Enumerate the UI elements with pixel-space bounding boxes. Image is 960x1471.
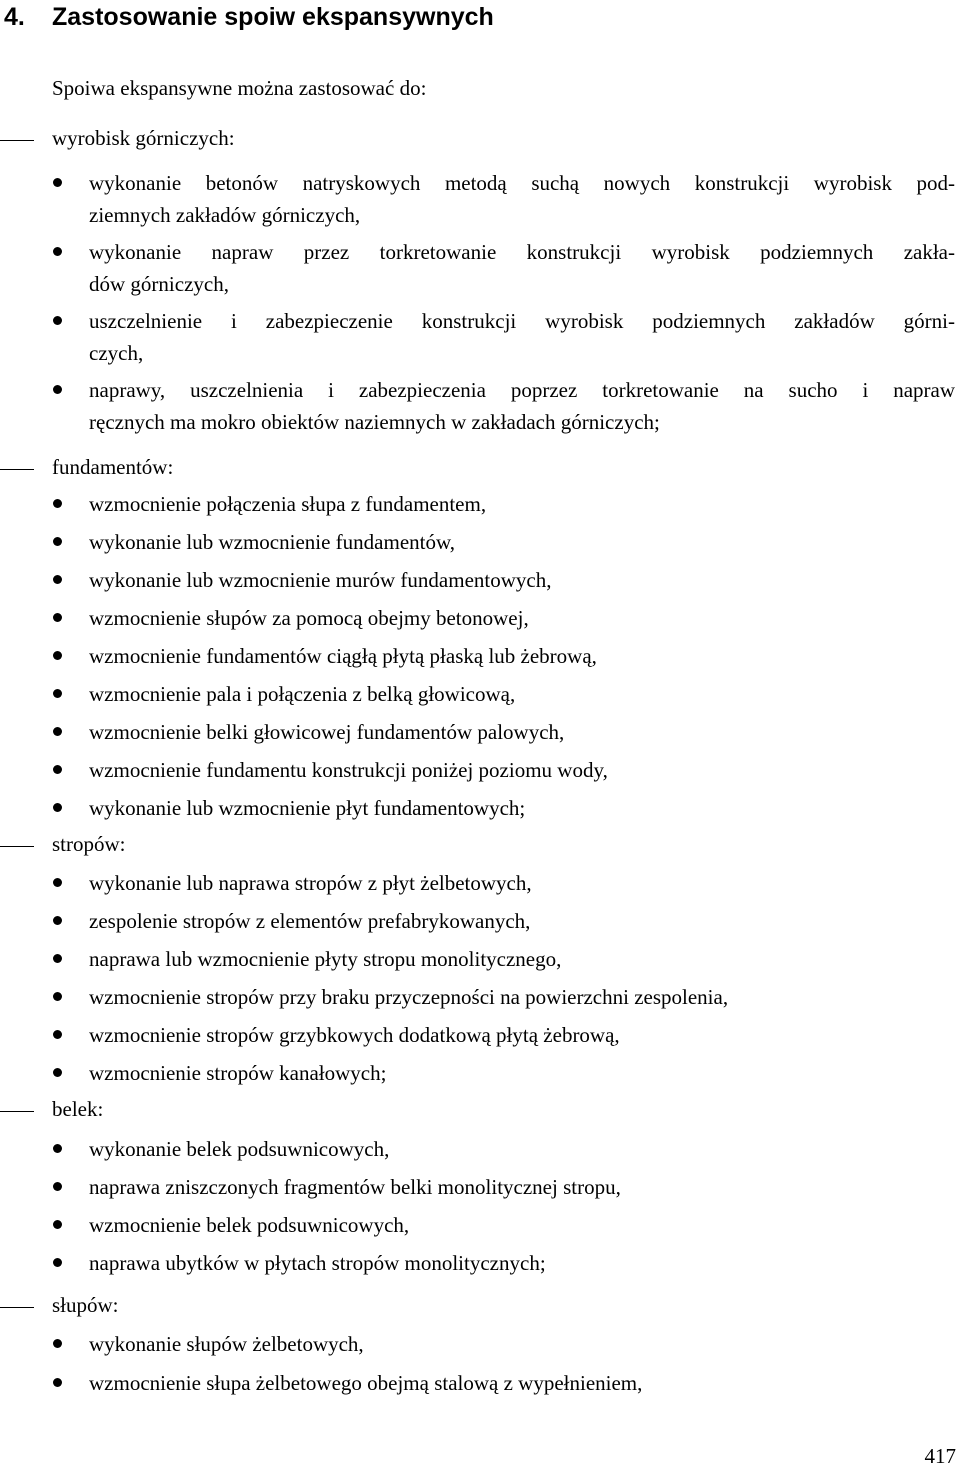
list-item-line: wzmocnienie słupa żelbetowego obejmą stalową z wypełnieniem, xyxy=(89,1371,643,1395)
section-title: Zastosowanie spoiw ekspansywnych xyxy=(52,3,494,31)
bullet-point-icon xyxy=(53,499,62,508)
list-item-line: ziemnych zakładów górniczych, xyxy=(89,203,361,227)
bullet-point-icon xyxy=(53,878,62,887)
category-label: stropów: xyxy=(52,832,126,856)
category-label: belek: xyxy=(52,1097,104,1121)
bullet-point-icon xyxy=(53,992,62,1001)
list-item-line: uszczelnienie i zabezpieczenie konstrukcji wyrobisk podziemnych zakładów górni- xyxy=(89,309,955,333)
list-item-line: wykonanie belek podsuwnicowych, xyxy=(89,1137,390,1161)
bullet-point-icon xyxy=(53,765,62,774)
bullet-point-icon xyxy=(53,727,62,736)
list-item-line: wzmocnienie belek podsuwnicowych, xyxy=(89,1213,410,1237)
list-item-line: naprawy, uszczelnienia i zabezpieczenia poprzez torkretowanie na sucho i napraw xyxy=(89,378,955,402)
list-item-line: wzmocnienie stropów grzybkowych dodatkową płytą żebrową, xyxy=(89,1023,620,1047)
bullet-point-icon xyxy=(53,916,62,925)
list-item-line: czych, xyxy=(89,341,144,365)
bullet-point-icon xyxy=(53,1378,62,1387)
list-item-line: wykonanie betonów natryskowych metodą suchą nowych konstrukcji wyrobisk pod- xyxy=(89,171,955,195)
intro-paragraph: Spoiwa ekspansywne można zastosować do: xyxy=(52,76,427,100)
list-item-line: wzmocnienie słupów za pomocą obejmy betonowej, xyxy=(89,606,529,630)
category-dash xyxy=(0,140,34,141)
bullet-point-icon xyxy=(53,651,62,660)
list-item-line: wzmocnienie stropów przy braku przyczepności na powierzchni zespolenia, xyxy=(89,985,729,1009)
bullet-point-icon xyxy=(53,537,62,546)
category-label: fundamentów: xyxy=(52,455,174,479)
bullet-point-icon xyxy=(53,247,62,256)
list-item-line: wzmocnienie fundamentów ciągłą płytą płaską lub żebrową, xyxy=(89,644,597,668)
bullet-point-icon xyxy=(53,178,62,187)
page-number: 417 xyxy=(924,1444,956,1468)
list-item-line: wzmocnienie pala i połączenia z belką głowicową, xyxy=(89,682,516,706)
bullet-point-icon xyxy=(53,954,62,963)
category-label: wyrobisk górniczych: xyxy=(52,126,235,150)
bullet-point-icon xyxy=(53,689,62,698)
category-dash xyxy=(0,846,34,847)
bullet-point-icon xyxy=(53,1068,62,1077)
bullet-point-icon xyxy=(53,613,62,622)
bullet-point-icon xyxy=(53,1339,62,1348)
list-item-line: wykonanie lub naprawa stropów z płyt żelbetowych, xyxy=(89,871,532,895)
bullet-point-icon xyxy=(53,316,62,325)
list-item-line: wzmocnienie stropów kanałowych; xyxy=(89,1061,387,1085)
section-number: 4. xyxy=(4,3,25,31)
bullet-point-icon xyxy=(53,1030,62,1039)
list-item-line: naprawa ubytków w płytach stropów monolitycznych; xyxy=(89,1251,546,1275)
list-item-line: zespolenie stropów z elementów prefabrykowanych, xyxy=(89,909,531,933)
bullet-point-icon xyxy=(53,1258,62,1267)
bullet-point-icon xyxy=(53,803,62,812)
bullet-point-icon xyxy=(53,1220,62,1229)
list-item-line: wykonanie napraw przez torkretowanie konstrukcji wyrobisk podziemnych zakła- xyxy=(89,240,955,264)
list-item-line: wykonanie słupów żelbetowych, xyxy=(89,1332,364,1356)
list-item-line: wzmocnienie fundamentu konstrukcji poniżej poziomu wody, xyxy=(89,758,608,782)
list-item-line: wykonanie lub wzmocnienie murów fundamentowych, xyxy=(89,568,552,592)
bullet-point-icon xyxy=(53,575,62,584)
list-item-line: wzmocnienie połączenia słupa z fundamentem, xyxy=(89,492,487,516)
list-item-line: dów górniczych, xyxy=(89,272,229,296)
category-dash xyxy=(0,1307,34,1308)
list-item-line: naprawa lub wzmocnienie płyty stropu monolitycznego, xyxy=(89,947,562,971)
list-item-line: wykonanie lub wzmocnienie płyt fundamentowych; xyxy=(89,796,526,820)
bullet-point-icon xyxy=(53,1144,62,1153)
category-dash xyxy=(0,1111,34,1112)
list-item-line: naprawa zniszczonych fragmentów belki monolitycznej stropu, xyxy=(89,1175,621,1199)
category-dash xyxy=(0,469,34,470)
list-item-line: ręcznych ma mokro obiektów naziemnych w zakładach górniczych; xyxy=(89,410,660,434)
list-item-line: wzmocnienie belki głowicowej fundamentów palowych, xyxy=(89,720,565,744)
bullet-point-icon xyxy=(53,1182,62,1191)
bullet-point-icon xyxy=(53,385,62,394)
list-item-line: wykonanie lub wzmocnienie fundamentów, xyxy=(89,530,456,554)
category-label: słupów: xyxy=(52,1293,119,1317)
